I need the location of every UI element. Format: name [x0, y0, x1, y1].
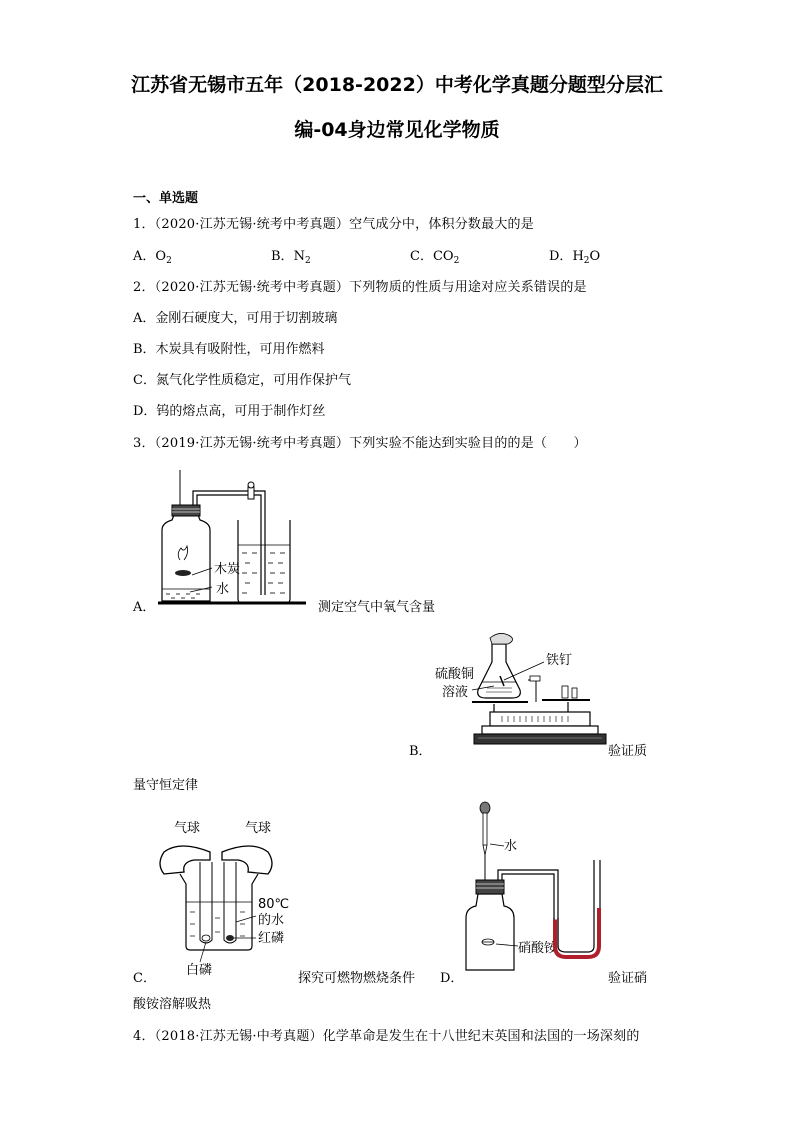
question-4-stem: 4．（2018·江苏无锡·中考真题）化学革命是发生在十八世纪末英国和法国的一场深刻的	[133, 1029, 640, 1044]
document-title-line-2: 编-04身边常见化学物质	[294, 119, 500, 141]
red-phosphorus-label: 红磷	[258, 931, 285, 946]
question-3-option-a-caption: 测定空气中氧气含量	[318, 600, 436, 615]
question-3-option-b-letter: B．	[409, 744, 432, 759]
oxygen-content-apparatus-figure	[150, 465, 310, 610]
question-3-option-c-caption: 探究可燃物燃烧条件	[298, 971, 416, 986]
copper-sulfate-label-line-2: 溶液	[442, 685, 469, 700]
balloon-left-label: 气球	[174, 821, 201, 836]
iron-nail-label: 铁钉	[546, 653, 573, 668]
question-2-option-c: C．氮气化学性质稳定，可用作保护气	[133, 373, 351, 388]
question-1-option-b: B．$N_2$	[271, 249, 311, 266]
question-3-option-a-letter: A．	[133, 600, 156, 615]
ammonium-nitrate-dissolution-figure	[460, 800, 620, 985]
section-heading: 一、单选题	[133, 191, 199, 206]
combustion-conditions-figure	[150, 812, 310, 982]
question-3-option-b-caption-part-2: 量守恒定律	[133, 778, 199, 793]
document-title-line-1: 江苏省无锡市五年（2018-2022）中考化学真题分题型分层汇	[131, 74, 663, 96]
temperature-label: 80℃	[258, 897, 290, 912]
ammonium-nitrate-label: 硝酸铵	[518, 941, 558, 956]
question-2-option-a: A．金刚石硬度大，可用于切割玻璃	[133, 311, 338, 326]
question-1-stem: 1．（2020·江苏无锡·统考中考真题）空气成分中，体积分数最大的是	[133, 217, 534, 232]
balloon-right-label: 气球	[245, 821, 272, 836]
question-1-option-a: A．$O_2$	[133, 249, 172, 266]
question-3-option-d-caption-part-2: 酸铵溶解吸热	[133, 997, 212, 1012]
water-label: 水	[216, 582, 230, 597]
hot-water-label: 的水	[258, 913, 285, 928]
white-phosphorus-label: 白磷	[186, 963, 213, 978]
question-3-option-d-caption-part-1: 验证硝	[608, 971, 648, 986]
question-3-option-b-caption-part-1: 验证质	[608, 744, 648, 759]
question-3-option-d-letter: D．	[440, 971, 464, 986]
question-3-option-c-letter: C．	[133, 971, 156, 986]
question-2-stem: 2．（2020·江苏无锡·统考中考真题）下列物质的性质与用途对应关系错误的是	[133, 280, 587, 295]
question-2-option-d: D．钨的熔点高，可用于制作灯丝	[133, 404, 326, 419]
question-2-option-b: B．木炭具有吸附性，可用作燃料	[133, 342, 325, 357]
charcoal-label: 木炭	[214, 562, 241, 577]
balance-mass-conservation-figure	[432, 632, 604, 747]
copper-sulfate-label-line-1: 硫酸铜	[435, 667, 475, 682]
question-1-option-d: D．$H_2O$	[549, 249, 601, 266]
question-1-option-c: C．$CO_2$	[410, 249, 460, 266]
water-dropper-label: 水	[504, 839, 518, 854]
question-3-stem: 3．（2019·江苏无锡·统考中考真题）下列实验不能达到实验目的的是（ ）	[133, 436, 587, 451]
